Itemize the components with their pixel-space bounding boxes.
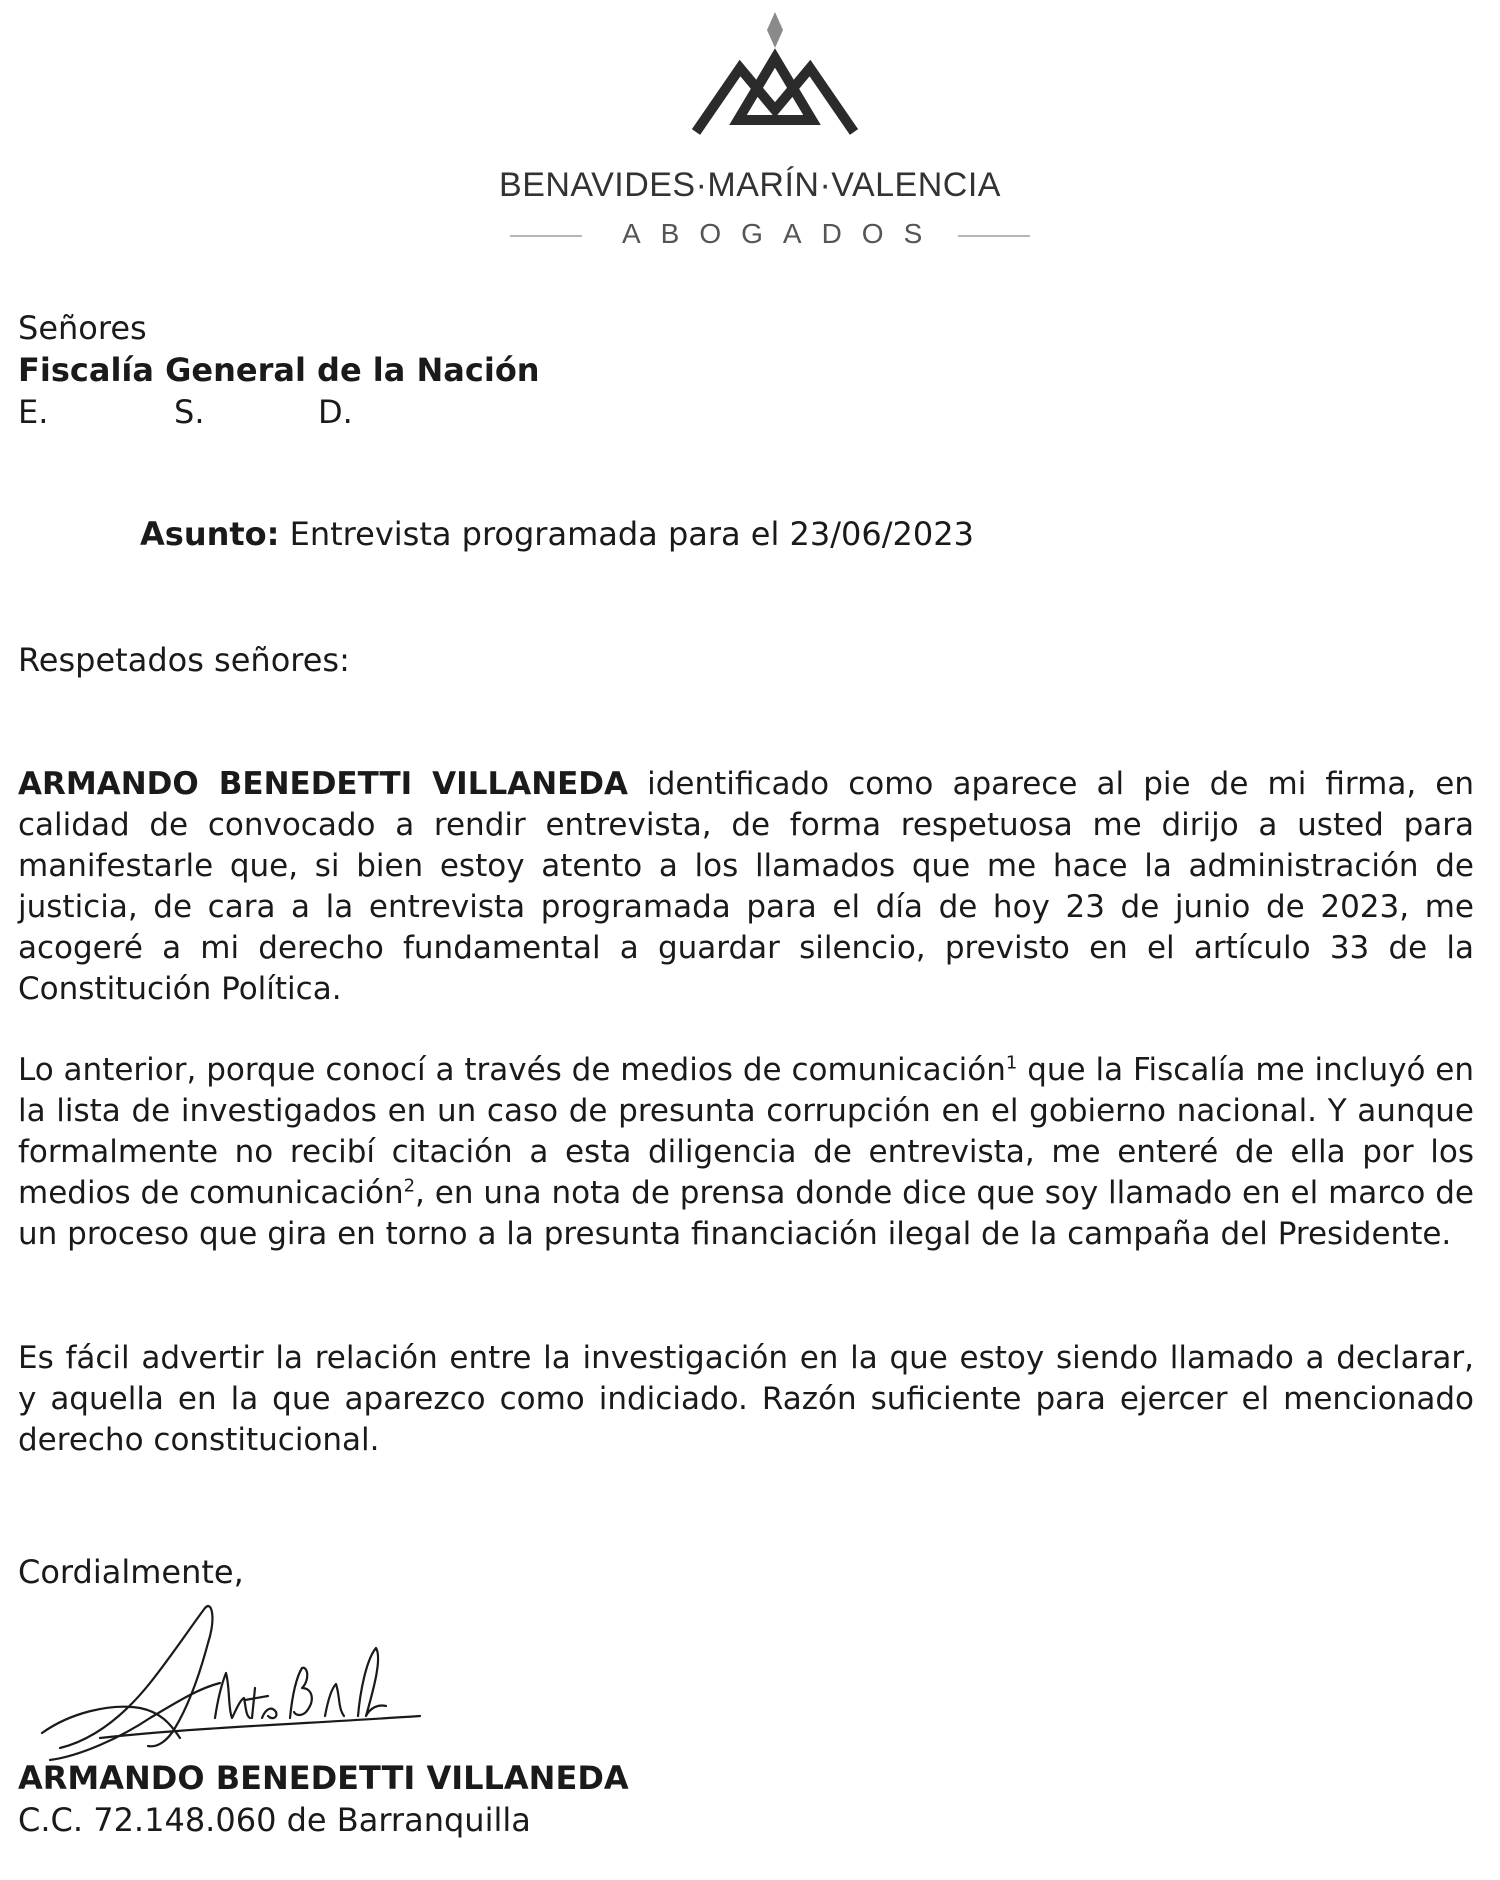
firm-subtitle: ABOGADOS	[622, 218, 943, 249]
esd-d: D.	[318, 393, 353, 431]
recipient-salutation: Señores	[18, 309, 147, 347]
footnote-ref-1: 1	[1005, 1052, 1018, 1074]
esd-e: E.	[18, 393, 49, 431]
esd-s: S.	[174, 393, 205, 431]
paragraph-1-text: identificado como aparece al pie de mi firma, en calidad de convocado a rendir entrevista, de forma respetuosa me dirijo a usted para manifestarle que, si bien estoy atento a los llamados que me hace la administración de justicia, de cara a la entrevista programada para el día de hoy 23 de junio de 2023, me acogeré a mi derecho fundamental a guardar silencio, previsto en el artículo 33 de la Constitución Política.	[18, 766, 1474, 1007]
body-paragraph-2	[18, 1050, 1474, 1255]
mountain-m-logo-icon	[690, 6, 860, 136]
paragraph-2-part-2: que la Fiscalía me incluyó en la lista de investigados en un caso de presunta corrupción en el gobierno nacional. Y aunque formalmente no recibí citación a esta diligencia de entrevista, me enteré de ella por los medios de comunicación	[18, 1052, 1475, 1211]
divider	[958, 235, 1030, 237]
signer-name: ARMANDO BENEDETTI VILLANEDA	[18, 1759, 629, 1797]
subject-text: Entrevista programada para el 23/06/2023	[289, 515, 974, 553]
paragraph-2-part-1: Lo anterior, porque conocí a través de medios de comunicación	[18, 1052, 1006, 1088]
body-paragraph-3: Es fácil advertir la relación entre la investigación en la que estoy siendo llamado a declarar, y aquella en la que aparezco como indiciado. Razón suficiente para ejercer el mencionado derecho constitucional.	[18, 1340, 1474, 1458]
paragraph-2-part-3: , en una nota de prensa donde dice que soy llamado en el marco de un proceso que gira en torno a la presunta financiación ilegal de la campaña del Presidente.	[18, 1175, 1474, 1252]
body-paragraph-1	[18, 764, 1474, 1010]
firm-name: BENAVIDES·MARÍN·VALENCIA	[499, 166, 1001, 204]
subject-label: Asunto:	[140, 515, 280, 553]
divider	[510, 235, 582, 237]
greeting: Respetados señores:	[18, 641, 350, 679]
footnote-ref-2: 2	[403, 1175, 416, 1197]
signer-id: C.C. 72.148.060 de Barranquilla	[18, 1801, 531, 1839]
handwritten-signature	[40, 1588, 470, 1764]
firm-subtitle-row	[510, 218, 1030, 254]
closing: Cordialmente,	[18, 1553, 244, 1591]
subject-line	[140, 514, 974, 554]
recipient-entity: Fiscalía General de la Nación	[18, 351, 540, 389]
client-name: ARMANDO BENEDETTI VILLANEDA	[18, 766, 629, 802]
